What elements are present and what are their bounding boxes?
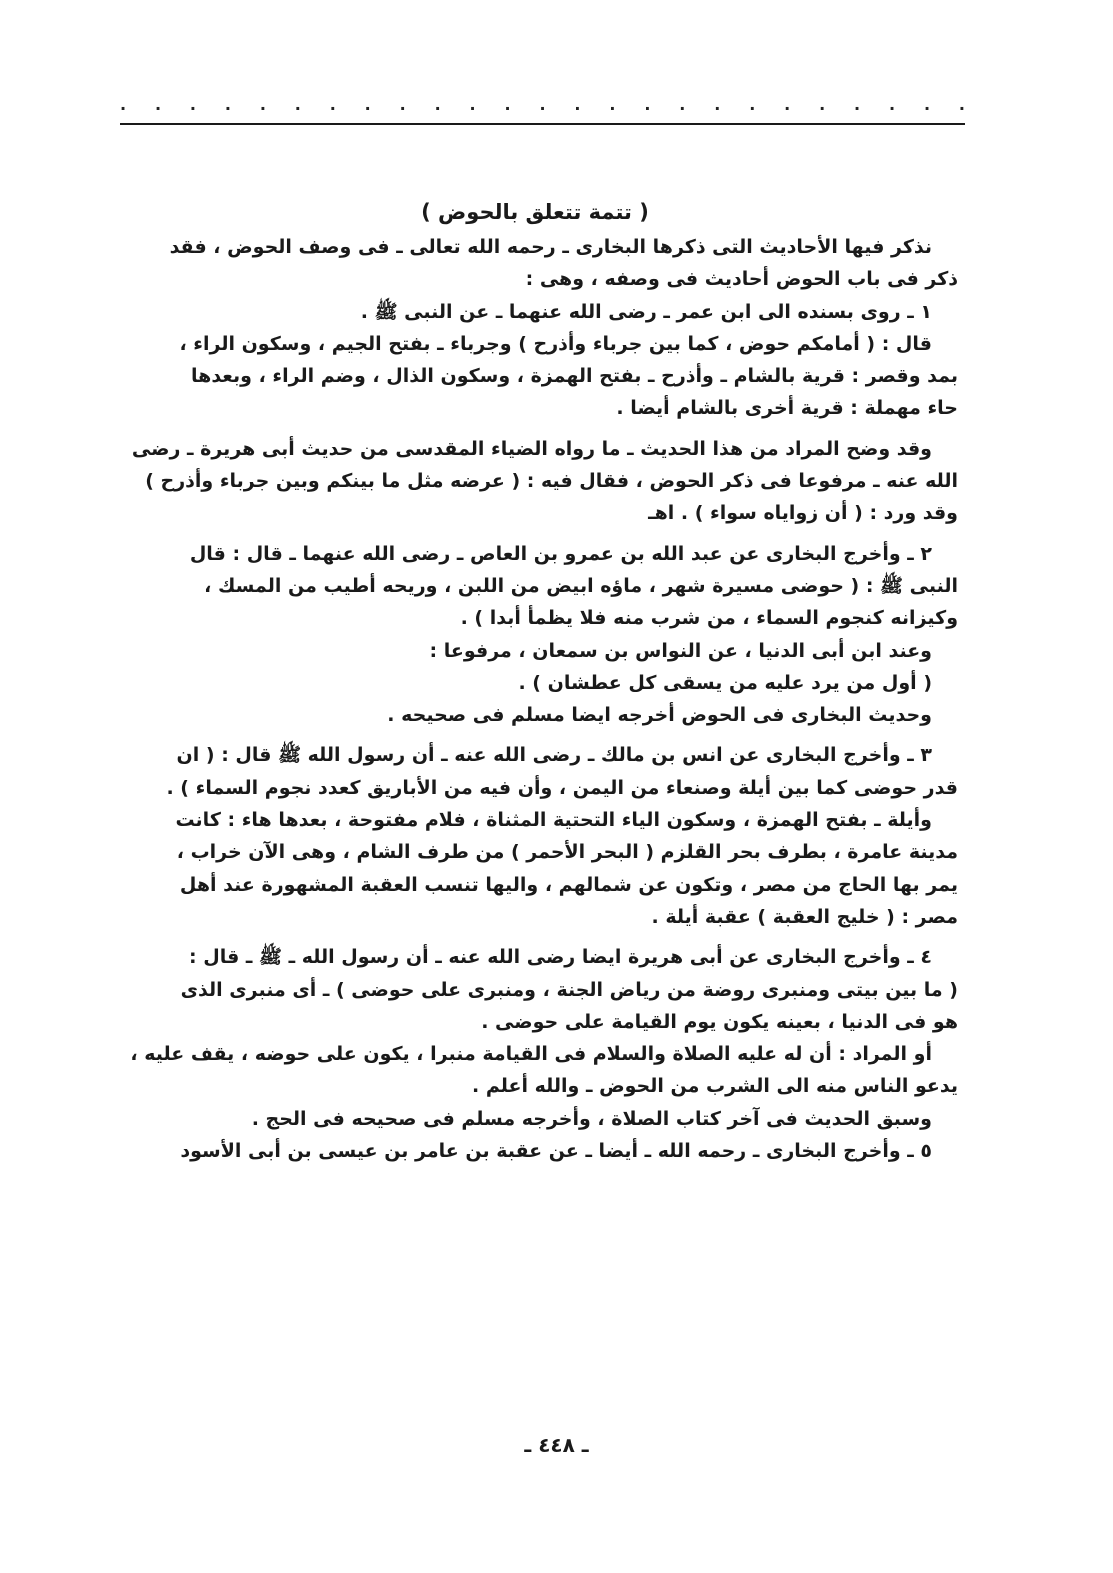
header-rule — [120, 123, 965, 125]
text-line: يدعو الناس منه الى الشرب من الحوض ـ والله أعلم . — [472, 1075, 958, 1098]
text-line: وسبق الحديث فى آخر كتاب الصلاة ، وأخرجه مسلم فى صحيحه فى الحج . — [251, 1107, 932, 1130]
text-line: ١ ـ روى بسنده الى ابن عمر ـ رضى الله عنهما ـ عن النبى ﷺ . — [360, 300, 932, 323]
text-line: ٥ ـ وأخرج البخارى ـ رحمه الله ـ أيضا ـ عن عقبة بن عامر بن عيسى بن أبى الأسود — [180, 1140, 932, 1163]
text-line: ( ما بين بيتى ومنبرى روضة من رياض الجنة ، ومنبرى على حوضى ) ـ أى منبرى الذى — [180, 978, 958, 1001]
paragraph-gap — [112, 425, 958, 433]
text-line: أو المراد : أن له عليه الصلاة والسلام فى القيامة منبرا ، يكون على حوضه ، يقف عليه ، — [130, 1043, 932, 1066]
text-line: وحديث البخارى فى الحوض أخرجه ايضا مسلم فى صحيحه . — [387, 704, 932, 727]
text-line: وعند ابن أبى الدنيا ، عن النواس بن سمعان ، مرفوعا : — [429, 639, 932, 662]
section-title: ( تتمة تتعلق بالحوض ) — [421, 200, 649, 224]
text-line: وقد ورد : ( أن زواياه سواء ) . اهـ — [648, 502, 958, 525]
text-line: ذكر فى باب الحوض أحاديث فى وصفه ، وهى : — [525, 268, 958, 291]
text-line: ( أول من يرد عليه من يسقى كل عطشان ) . — [518, 671, 932, 694]
text-line: النبى ﷺ : ( حوضى مسيرة شهر ، ماؤه ابيض من اللبن ، وريحه أطيب من المسك ، — [204, 574, 958, 597]
paragraph-gap — [112, 933, 958, 941]
text-line: مدينة عامرة ، بطرف بحر القلزم ( البحر الأحمر ) من طرف الشام ، وهى الآن خراب ، — [176, 841, 958, 864]
text-line: وقد وضح المراد من هذا الحديث ـ ما رواه الضياء المقدسى من حديث أبى هريرة ـ رضى — [131, 437, 932, 460]
text-line: ٣ ـ وأخرج البخارى عن انس بن مالك ـ رضى الله عنه ـ أن رسول الله ﷺ قال : ( ان — [176, 744, 932, 767]
header-dots: . . . . . . . . . . . . . . . . . . . . . . . . . — [120, 95, 965, 114]
text-line: بمد وقصر : قرية بالشام ـ وأذرح ـ بفتح الهمزة ، وسكون الذال ، وضم الراء ، وبعدها — [191, 365, 958, 388]
text-line: الله عنه ـ مرفوعا فى ذكر الحوض ، فقال فيه : ( عرضه مثل ما بينكم وبين جرباء وأذرح ) — [145, 470, 958, 493]
text-line: ٢ ـ وأخرج البخارى عن عبد الله بن عمرو بن العاص ـ رضى الله عنهما ـ قال : قال — [189, 542, 932, 565]
text-line: قال : ( أمامكم حوض ، كما بين جرباء وأذرح ) وجرباء ـ بفتح الجيم ، وسكون الراء ، — [179, 332, 932, 355]
text-line: يمر بها الحاج من مصر ، وتكون عن شمالهم ، واليها تنسب العقبة المشهورة عند أهل — [179, 873, 958, 896]
paragraph-gap — [112, 731, 958, 739]
text-line: ٤ ـ وأخرج البخارى عن أبى هريرة ايضا رضى الله عنه ـ أن رسول الله ـ ﷺ ـ قال : — [189, 946, 932, 969]
paragraph-gap — [112, 530, 958, 538]
text-line: مصر : ( خليج العقبة ) عقبة أيلة . — [651, 905, 958, 928]
text-line: وكيزانه كنجوم السماء ، من شرب منه فلا يظمأ أبدا ) . — [460, 607, 958, 630]
text-line: وأيلة ـ بفتح الهمزة ، وسكون الياء التحتية المثناة ، فلام مفتوحة ، بعدها هاء : كانت — [175, 809, 932, 832]
text-line: نذكر فيها الأحاديث التى ذكرها البخارى ـ رحمه الله تعالى ـ فى وصف الحوض ، فقد — [169, 236, 932, 258]
text-line: هو فى الدنيا ، بعينه يكون يوم القيامة على حوضى . — [481, 1010, 958, 1033]
text-line: قدر حوضى كما بين أيلة وصنعاء من اليمن ، وأن فيه من الأباريق كعدد نجوم السماء ) . — [166, 776, 958, 799]
page-body — [112, 196, 958, 1167]
page-number: ـ ٤٤٨ ـ — [524, 1433, 589, 1457]
text-line: حاء مهملة : قرية أخرى بالشام أيضا . — [616, 397, 958, 420]
